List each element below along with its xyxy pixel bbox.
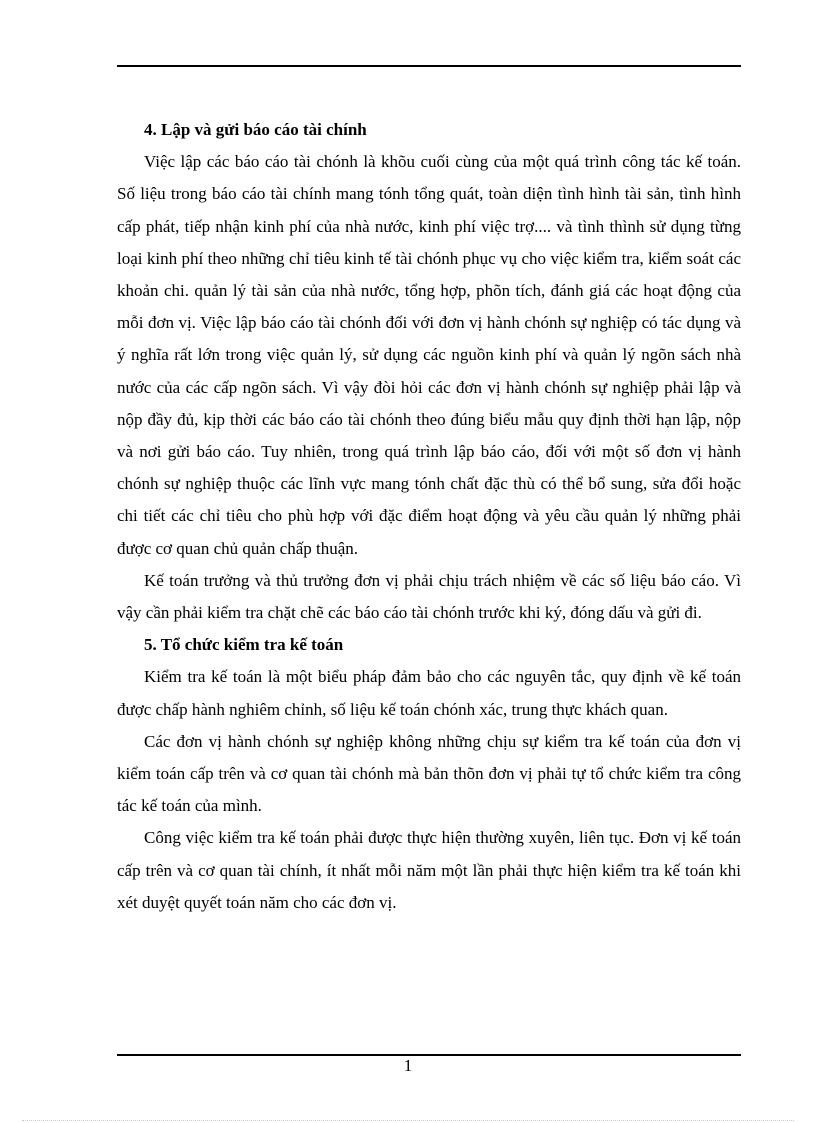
header-rule (117, 65, 741, 67)
page-number: 1 (403, 1056, 413, 1075)
paragraph: Kiểm tra kế toán là một biểu pháp đảm bảo cho các nguyên tắc, quy định về kế toán được chấp hành nghiêm chỉnh, số liệu kế toán chónh xác, trung thực khách quan. (117, 667, 741, 719)
section-heading: 5. Tổ chức kiểm tra kế toán (144, 635, 344, 655)
section-accounting-inspection (117, 629, 741, 919)
paragraph: Việc lập các báo cáo tài chónh là khõu cuối cùng của một quá trình công tác kế toán. Số liệu trong báo cáo tài chính mang tónh tổng quát, toàn diện tình hình tài sản, tình hình cấp phát, tiếp nhận kinh phí của nhà nước, kinh phí việc trợ.... và tình thình sử dụng từng loại kinh phí theo những chỉ tiêu kinh tế tài chónh phục vụ cho việc kiểm tra, kiểm soát các khoản chi. quản lý tài sản của nhà nước, tổng hợp, phõn tích, đánh giá các hoạt động của mỗi đơn vị. Việc lập báo cáo tài chónh đối với đơn vị hành chónh sự nghiệp có tác dụng và ý nghĩa rất lớn trong việc quản lý, sử dụng các nguồn kinh phí và quản lý ngõn sách nhà nước của các cấp ngõn sách. Vì vậy đòi hỏi các đơn vị hành chónh sự nghiệp phải lập và nộp đầy đủ, kịp thời các báo cáo tài chónh theo đúng biểu mẫu quy định thời hạn lập, nộp và nơi gửi báo cáo. Tuy nhiên, trong quá trình lập báo cáo, đối với một số đơn vị hành chónh sự nghiệp thuộc các lĩnh vực mang tónh chất đặc thù có thể bổ sung, sửa đổi hoặc chi tiết các chỉ tiêu cho phù hợp với đặc điểm hoạt động và yêu cầu quản lý những phải được cơ quan chủ quản chấp thuận. (117, 152, 741, 558)
paragraph: Các đơn vị hành chónh sự nghiệp không những chịu sự kiểm tra kế toán của đơn vị kiểm toán cấp trên và cơ quan tài chónh mà bản thõn đơn vị phải tự tổ chức kiểm tra công tác kế toán của mình. (117, 731, 741, 816)
paragraph: Kế toán trưởng và thủ trưởng đơn vị phải chịu trách nhiệm về các số liệu báo cáo. Vì vậy cần phải kiểm tra chặt chẽ các báo cáo tài chónh trước khi ký, đóng dấu và gửi đi. (117, 570, 741, 623)
document-body (117, 114, 741, 919)
section-heading: 4. Lập và gửi báo cáo tài chính (144, 120, 367, 139)
section-financial-reports (117, 114, 741, 629)
page-edge-divider (22, 1120, 794, 1121)
paragraph: Công việc kiểm tra kế toán phải được thực hiện thường xuyên, liên tục. Đơn vị kế toán cấp trên và cơ quan tài chính, ít nhất mỗi năm một lần phải thực hiện kiểm tra kế toán khi xét duyệt quyết toán năm cho các đơn vị. (117, 828, 741, 912)
